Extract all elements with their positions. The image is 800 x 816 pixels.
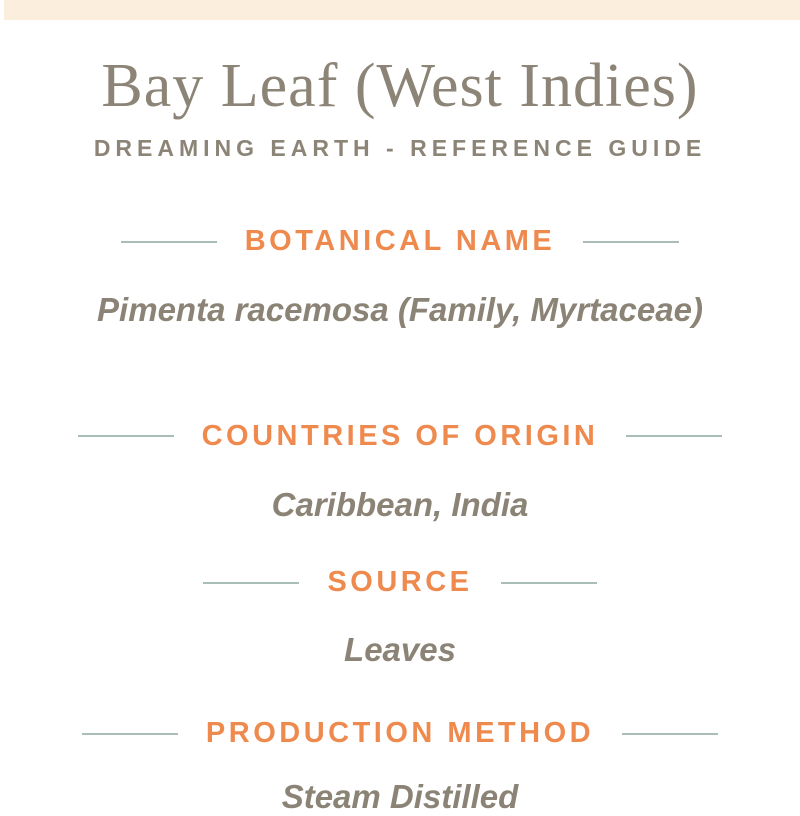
section-value: Pimenta racemosa (Family, Myrtaceae): [97, 290, 703, 328]
section-botanical-name: [0, 225, 800, 328]
divider-line-left: [78, 435, 174, 437]
section-value: Steam Distilled: [281, 777, 519, 815]
divider-line-left: [121, 241, 217, 243]
section-heading-row: [0, 566, 800, 599]
divider-line-left: [82, 733, 178, 735]
page-title: Bay Leaf (West Indies): [101, 52, 699, 120]
section-heading-row: [0, 225, 800, 258]
divider-line-right: [622, 733, 718, 735]
divider-line-right: [583, 241, 679, 243]
section-source: [0, 566, 800, 669]
top-banner-strip: [4, 0, 800, 20]
section-heading-row: [0, 420, 800, 453]
section-heading: PRODUCTION METHOD: [205, 717, 595, 750]
section-heading: SOURCE: [327, 566, 473, 598]
page-subtitle: DREAMING EARTH - REFERENCE GUIDE: [93, 135, 707, 162]
section-production-method: [0, 717, 800, 815]
divider-line-left: [203, 582, 299, 584]
section-heading-row: [0, 717, 800, 750]
section-heading: COUNTRIES OF ORIGIN: [201, 419, 599, 452]
section-value: Leaves: [344, 631, 456, 669]
section-heading: BOTANICAL NAME: [244, 225, 556, 258]
section-value: Caribbean, India: [271, 486, 529, 524]
divider-line-right: [501, 582, 597, 584]
divider-line-right: [626, 435, 722, 437]
section-countries-of-origin: [0, 420, 800, 524]
